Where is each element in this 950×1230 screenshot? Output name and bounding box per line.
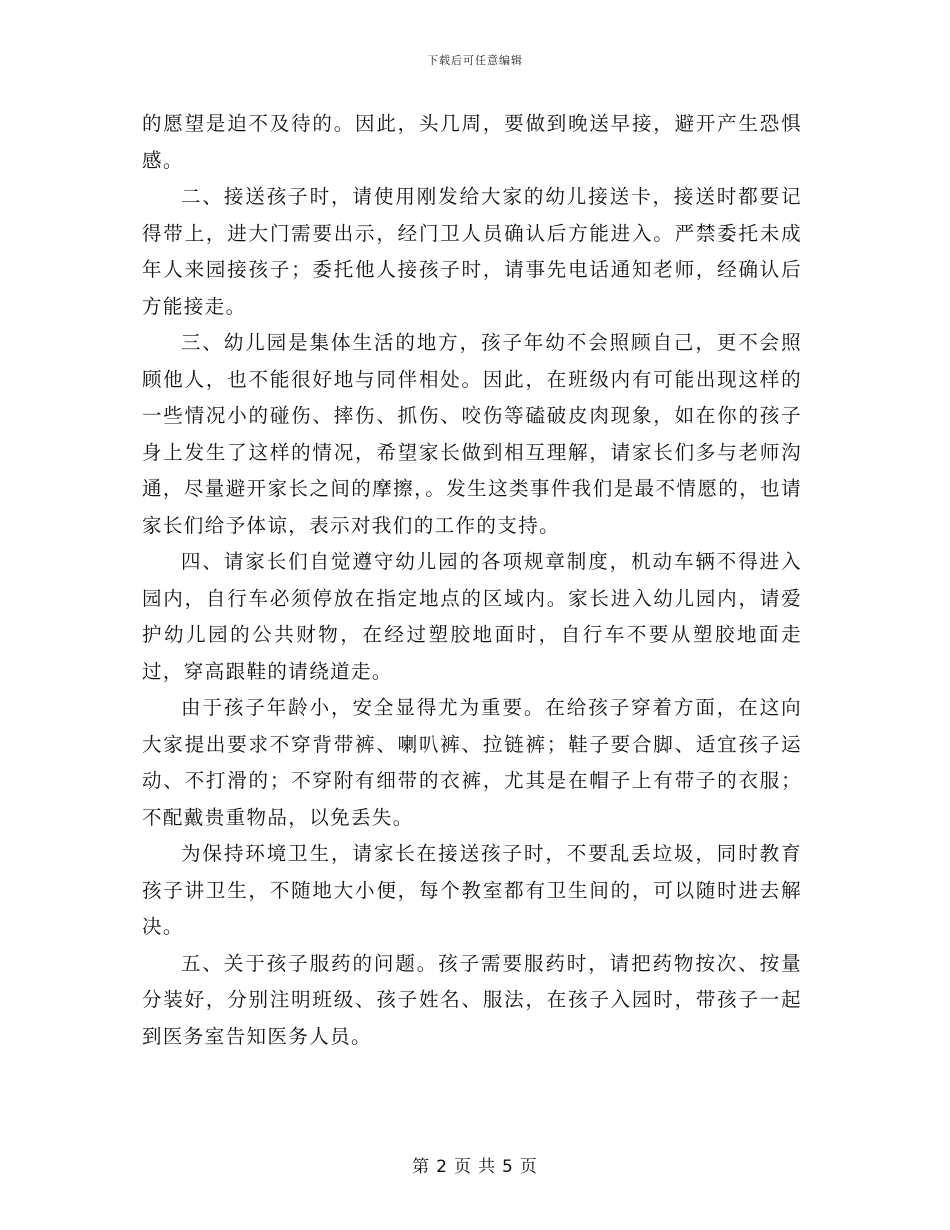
paragraph-clothing-safety: 由于孩子年龄小，安全显得尤为重要。在给孩子穿着方面，在这向大家提出要求不穿背带裤、喇叭裤、拉链裤；鞋子要合脚、适宜孩子运动、不打滑的；不穿附有细带的衣裤，尤其是在帽子上有带子的衣服；不配戴贵重物品，以免丢失。 [142, 696, 802, 829]
footer-prefix: 第 [412, 1157, 431, 1177]
page-footer [0, 1152, 950, 1177]
paragraph-hygiene: 为保持环境卫生，请家长在接送孩子时，不要乱丢垃圾，同时教育孩子讲卫生，不随地大小便，每个教室都有卫生间的，可以随时进去解决。 [142, 842, 802, 938]
footer-total-word: 共 [478, 1157, 496, 1177]
paragraph-pickup-card: 二、接送孩子时，请使用刚发给大家的幼儿接送卡，接送时都要记得带上，进大门需要出示，经门卫人员确认后方能进入。严禁委托未成年人来园接孩子；委托他人接孩子时，请事先电话通知老师，经确认后方能接走。 [142, 185, 802, 318]
footer-total-pages: 5 [502, 1157, 514, 1177]
page-header: 下载后可任意编辑 [427, 54, 523, 67]
paragraph-group-life: 三、幼儿园是集体生活的地方，孩子年幼不会照顾自己，更不会照顾他人，也不能很好地与同伴相处。因此，在班级内有可能出现这样的一些情况小的碰伤、摔伤、抓伤、咬伤等磕破皮肉现象，如在你的孩子身上发生了这样的情况，希望家长做到相互理解，请家长们多与老师沟通，尽量避开家长之间的摩擦，。发生这类事件我们是最不情愿的，也请家长们给予体谅，表示对我们的工作的支持。 [142, 331, 802, 537]
paragraph-rules: 四、请家长们自觉遵守幼儿园的各项规章制度，机动车辆不得进入园内，自行车必须停放在指定地点的区域内。家长进入幼儿园内，请爱护幼儿园的公共财物，在经过塑胶地面时，自行车不要从塑胶地面走过，穿高跟鞋的请绕道走。 [142, 550, 802, 683]
paragraph-continuation: 的愿望是迫不及待的。因此，头几周，要做到晚送早接，避开产生恐惧感。 [142, 112, 802, 172]
document-body [142, 106, 802, 1055]
footer-suffix: 页 [519, 1157, 538, 1177]
footer-current-page: 2 [436, 1157, 448, 1177]
footer-page-word: 页 [454, 1157, 472, 1177]
paragraph-medication: 五、关于孩子服药的问题。孩子需要服药时，请把药物按次、按量分装好，分别注明班级、孩子姓名、服法，在孩子入园时，带孩子一起到医务室告知医务人员。 [142, 951, 802, 1048]
